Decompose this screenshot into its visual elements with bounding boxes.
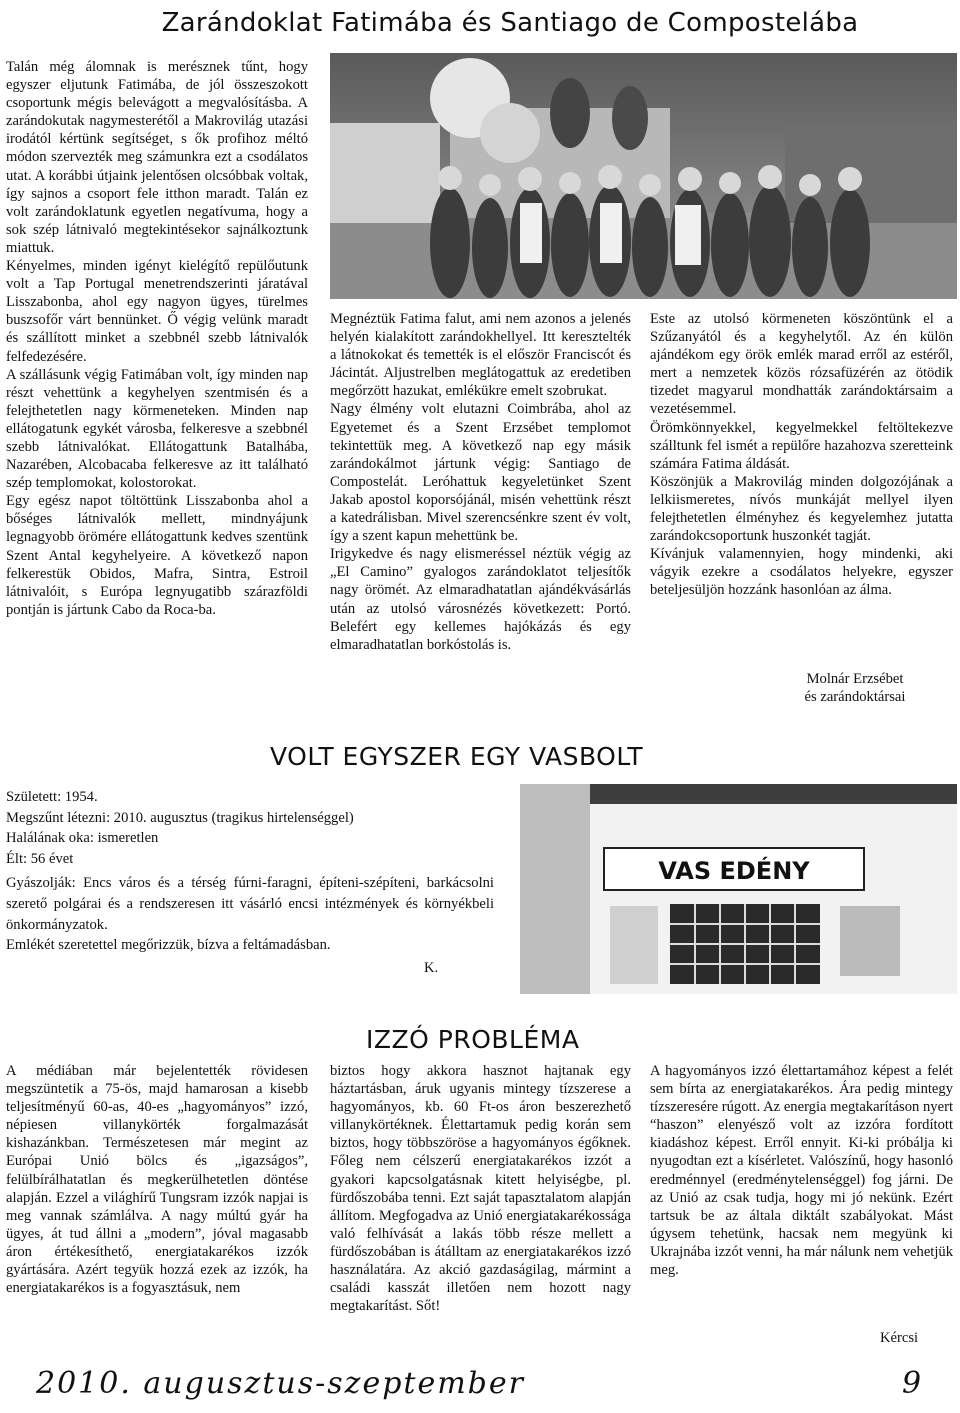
paragraph: Kívánjuk valamennyien, hogy mindenki, aki vágyik ezekre a csodálatos helyekre, egyszer beteljesüljön hozzánk hasonlóan az álma. <box>650 546 953 599</box>
article2-paragraph: Gyászolják: Encs város és a térség fúrni-faragni, építeni-szépíteni, barkácsolni szerető polgárai és a rendszeresen itt vásárló encsi intézmények és környékbeli önkormányzatok. <box>6 875 494 933</box>
paragraph: Megnéztük Fatima falut, ami nem azonos a jelenés helyén kialakított zarándokhellyel. Itt keresztelték a látnokokat és temették is el először Franciscót és Jácintát. Aljustrelben meglátogattuk az eredetiben megőrzött hazukat, emlékükre emelt szobrukat. <box>330 311 631 400</box>
paragraph: Örömkönnyekkel, kegyelmekkel feltöltekezve szálltunk fel ismét a repülőre hazahozva szeretteink számára Fatima áldását. <box>650 419 953 472</box>
shop-photo <box>520 784 957 994</box>
group-photo-image <box>330 53 957 299</box>
article1-col2 <box>330 310 631 654</box>
group-photo <box>330 53 957 299</box>
fact-line: Megszűnt létezni: 2010. augusztus (tragikus hirtelenséggel) <box>6 809 354 826</box>
paragraph: Irigykedve és nagy elismeréssel néztük végig az „El Camino” gyalogos zarándoklatot teljesítők nagy örömét. Az elmaradhatatlan ajándékvásárlás után az utolsó városnézés következett: Portó. Belefért egy kellemes hajókázás és egy elmaradhatatlan borkóstolás is. <box>330 546 631 653</box>
paragraph: A szállásunk végig Fatimában volt, így minden nap részt vehettünk a kegyhelyen szentmisén és a felejthetetlen nagy körmeneteken. Minden nap ellátogatunk egykét városba, felkeresve a szebbnél szebb látnivalókat. Ellátogattunk Batalhába, Nazarében, Alcobacaba felkeresve az itt található szép templomokat, kolostorokat. <box>6 366 308 492</box>
footer-date: 2010. augusztus-szeptember <box>36 1366 525 1401</box>
article2-signature: K. <box>424 960 439 976</box>
article3-title: IZZÓ PROBLÉMA <box>366 1025 580 1054</box>
article1-col3 <box>650 310 953 600</box>
shop-photo-image <box>520 784 957 994</box>
fact-line: Halálának oka: ismeretlen <box>6 830 159 847</box>
article3-col1 <box>6 1062 308 1297</box>
signature-line: Molnár Erzsébet <box>806 671 904 687</box>
article1-title: Zarándoklat Fatimába és Santiago de Compostelába <box>161 8 859 38</box>
article1-signature <box>750 670 960 706</box>
paragraph: Talán még álomnak is merésznek tűnt, hogy egyszer eljutunk Fatimába, de jól összeszokott csoportunk mégis belevágott a megvalósításba. A zarándokutak nagymesterétől a Makrovilág utazási irodától kértünk segítséget, s ők profihoz méltó módon szervezték meg számunkra ezt a csodálatos utat. A korábbi útjaink jelentősen olcsóbbak voltak, így sajnos a csoport fele itthon maradt. Talán ez volt zarándoklatunk egyetlen negatívuma, hogy a sok szép látnivaló megtekintésekor sajnálkoztunk miattuk. <box>6 59 308 256</box>
article3-col2 <box>330 1062 631 1315</box>
paragraph: Kényelmes, minden igényt kielégítő repülőutunk volt a Tap Portugal menetrendszerinti járatával Lisszabonba, ahol egy nagyon ügyes, türelmes buszsofőr várt bennünket. Ő végig velünk maradt és szállított minket a szebbnél szebb látnivalók felfedezésére. <box>6 258 308 365</box>
article2-closing: Emlékét szeretettel megőrizzük, bízva a feltámadásban. <box>6 937 331 953</box>
article3-signature: Kércsi <box>880 1330 919 1346</box>
paragraph: Köszönjük a Makrovilág minden dolgozójának a lelkiismeretes, nívós munkáját mellyel ilyen felejthetetlen élményhez és kegyelemhez jutatta zarándokcsoportunk huszonkét tagját. <box>650 473 953 545</box>
paragraph: Nagy élmény volt elutazni Coimbrába, ahol az Egyetemet és a Szent Erzsébet templomot tekintettük meg. A következő nap egy másik zarándokálmot jártunk végig: Santiago de Compostelát. Leróhattuk kegyeletünket Szent Jakab apostol koporsójánál, misén vehettünk részt a katedrálisban. Mivel szerencsénkre szent év volt, így a szent kapun mehettünk be. <box>330 401 631 545</box>
paragraph: A médiában már bejelentették rövidesen megszüntetik a 75-ös, majd hamarosan a kisebb teljesítményű 60-as, 40-es „hagyományos” izzó, népiesen villanykörték forgalmazását kishazánkban. Természetesen már megint az Európai Unió bölcs és „igazságos”, felülbírálhatatlan és megkerülhetetlen döntése alapján. Ezzel a világhírű Tungsram izzók napjai is meg vannak számlálva. A nagy múltú gyár ha ügyes, át tud állni a „modern”, jóval magasabb áron értékesíthető, energiatakarékos izzók gyártására. Azért tegyük hozzá ezek az izzók, ha energiatakarékos is a fogyasztásuk, nem <box>6 1063 308 1297</box>
fact-line: Élt: 56 évet <box>6 850 74 867</box>
article2-facts <box>6 787 476 869</box>
article1-col1 <box>6 58 308 619</box>
article2-title: VOLT EGYSZER EGY VASBOLT <box>270 742 644 771</box>
shop-sign: VAS EDÉNY <box>658 857 810 885</box>
signature-line: és zarándoktársai <box>804 689 906 706</box>
article3-col3 <box>650 1062 953 1279</box>
paragraph: Egy egész napot töltöttünk Lisszabonba ahol a bőséges látnivalók mellett, mindnyájunk legnagyobb örömére ellátogattunk kedves szentünk Szent Antal kegyhelyeire. A következő napon felkerestük Obidos, Mafra, Sintra, Estroil látnivalóit, s Európa legnyugatibb szárazföldi pontján is jártunk Cabo da Roca-ba. <box>6 493 308 618</box>
fact-line: Született: 1954. <box>6 789 98 805</box>
page-number: 9 <box>902 1366 922 1401</box>
paragraph: Este az utolsó körmeneten köszöntünk el a Szűzanyától és a kegyhelytől. Az én külön ajándékom egy örök emlék marad erről az estéről, mert a nemzetek közös rózsafüzérén az ötödik tizedet magyarul mondhatták zarándoktársaim a vezetésemmel. <box>650 311 953 418</box>
paragraph: A hagyományos izzó élettartamához képest a felét sem bírta az energiatakarékos. Ára pedig mintegy tízszeresére rúgott. Az energia megtakarításon nyert “haszon” elenyésző volt az izzóra fordított kiadáshoz képest. Erről ennyit. Ki-ki próbálja ki nyugodtan ezt a kísérletet. Valószínű, hogy hasonló eredménnyel (eredménytelenséggel) fog járni. De az Unió az csak tudja, hogy mi jó nekünk. Ezért tartsuk be az általa diktált szabályokat. Mást úgysem tehetünk, hacsak nem megyünk ki Ukrajnába izzót venni, ha már nálunk nem vehetjük meg. <box>650 1063 953 1279</box>
paragraph: biztos hogy akkora hasznot hajtanak egy háztartásban, áruk ugyanis mintegy tízszerese a hagyományos, kb. 60 Ft-os áron beszerezhető villanykörtéknek. Élettartamuk pedig korán sem biztos, hogy többszöröse a hagyományos égőknek. Főleg nem célszerű energiatakarékos izzót a gyakori kapcsolgatásnak kitett helyiségbe, pl. fürdőszobába tenni. Ezt saját tapasztalatom alapján állítom. Megfogadva az Unió energiatakarékossága való felhívását a lakás több része mellett a fürdőszobában is átálltam az energiatakarékos izzó használatára. Az akció gazdaságilag, mármint a családi kasszát illetően nem hozott nagy megtakarítást. Sőt! <box>330 1063 631 1315</box>
